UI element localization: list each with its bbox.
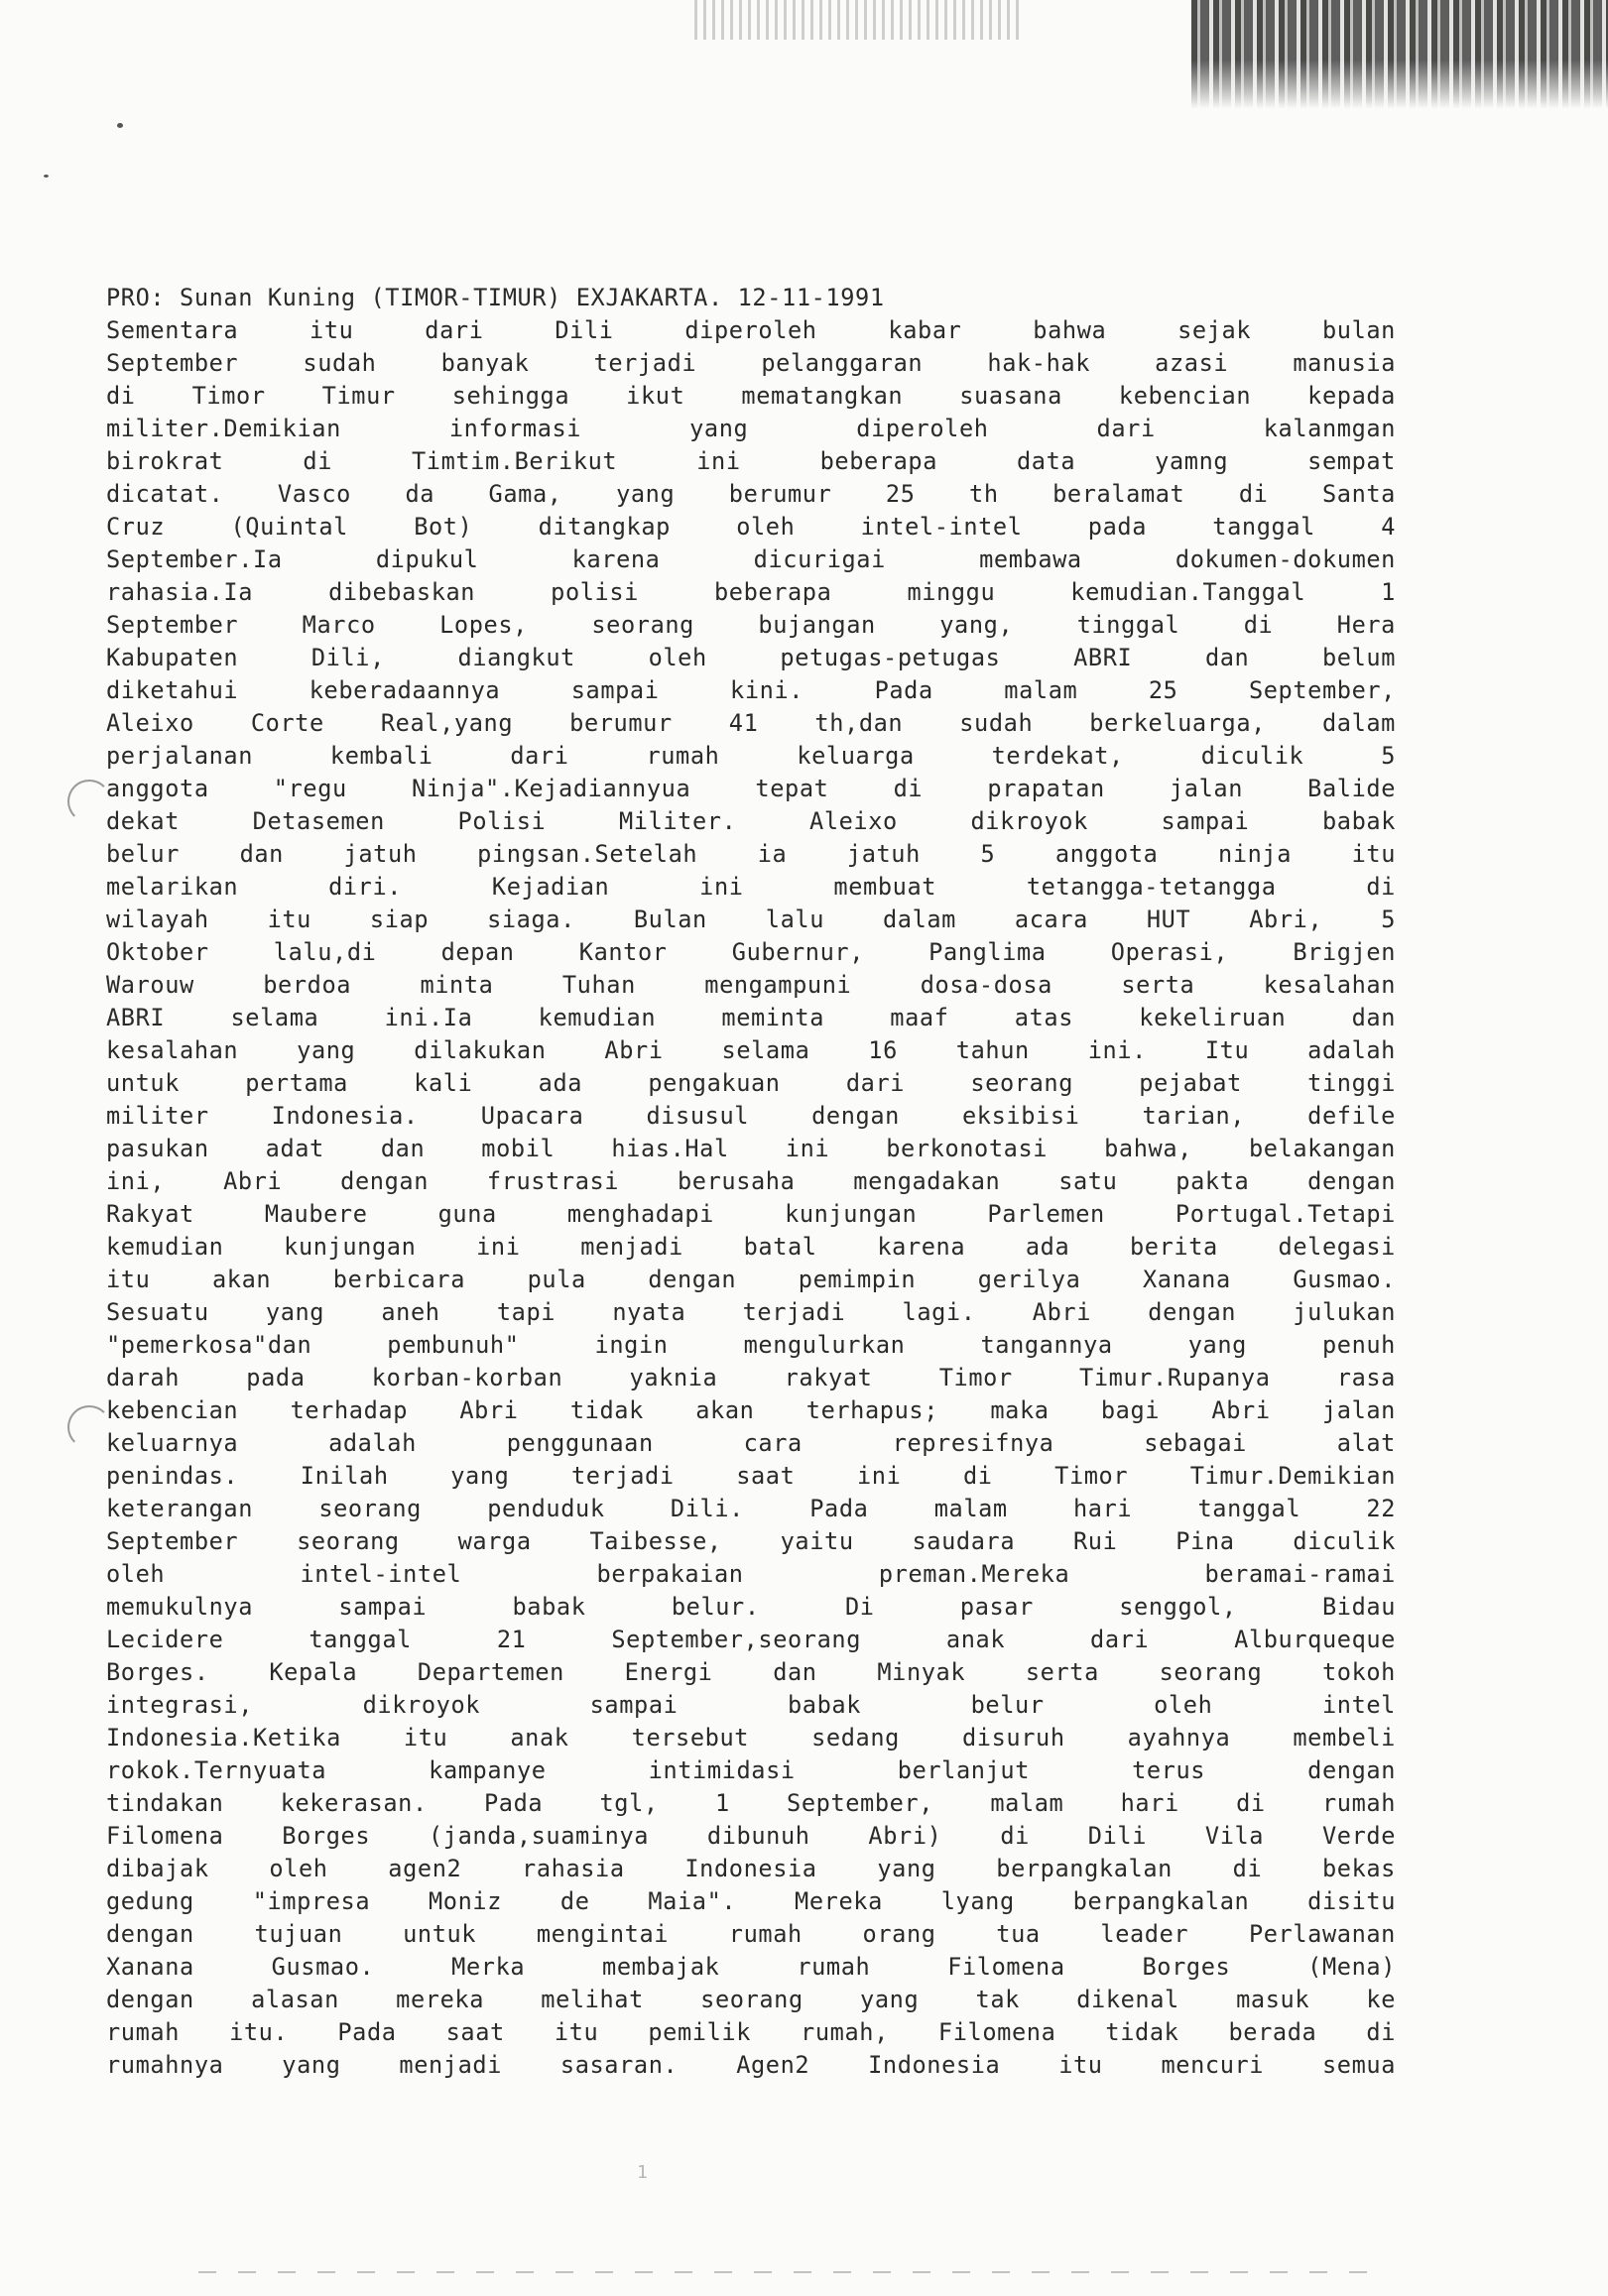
page-number: 1	[637, 2162, 648, 2183]
text-line: perjalanan kembali dari rumah keluarga terdekat, diculik 5	[106, 742, 1396, 770]
header-line: PRO: Sunan Kuning (TIMOR-TIMUR) EXJAKARTA. 12-11-1991	[106, 284, 885, 311]
text-line: birokrat di Timtim.Berikut ini beberapa data yamng sempat	[106, 447, 1396, 475]
scan-noise-top-right	[1191, 0, 1608, 109]
text-line: kebencian terhadap Abri tidak akan terhapus; maka bagi Abri jalan	[106, 1396, 1396, 1424]
text-line: Aleixo Corte Real,yang berumur 41 th,dan sudah berkeluarga, dalam	[106, 709, 1396, 737]
text-line: melarikan diri. Kejadian ini membuat tetangga-tetangga di	[106, 873, 1396, 901]
text-line: dengan alasan mereka melihat seorang yang tak dikenal masuk ke	[106, 1986, 1396, 2013]
text-line: ABRI selama ini.Ia kemudian meminta maaf atas kekeliruan dan	[106, 1004, 1396, 1031]
text-line: militer Indonesia. Upacara disusul dengan eksibisi tarian, defile	[106, 1102, 1396, 1130]
text-line: itu akan berbicara pula dengan pemimpin gerilya Xanana Gusmao.	[106, 1266, 1396, 1293]
text-line: "pemerkosa"dan pembunuh" ingin mengulurkan tangannya yang penuh	[106, 1331, 1396, 1359]
text-line: dekat Detasemen Polisi Militer. Aleixo dikroyok sampai babak	[106, 807, 1396, 835]
text-line: dicatat. Vasco da Gama, yang berumur 25 th beralamat di Santa	[106, 480, 1396, 508]
text-line: Filomena Borges (janda,suaminya dibunuh Abri) di Dili Vila Verde	[106, 1822, 1396, 1850]
text-line: Sementara itu dari Dili diperoleh kabar bahwa sejak bulan	[106, 316, 1396, 344]
text-line: rokok.Ternyuata kampanye intimidasi berlanjut terus dengan	[106, 1756, 1396, 1784]
text-line: anggota "regu Ninja".Kejadiannyua tepat di prapatan jalan Balide	[106, 775, 1396, 802]
text-line: Warouw berdoa minta Tuhan mengampuni dosa-dosa serta kesalahan	[106, 971, 1396, 999]
text-line: di Timor Timur sehingga ikut mematangkan suasana kebencian kepada	[106, 382, 1396, 410]
text-line: penindas. Inilah yang terjadi saat ini di Timor Timur.Demikian	[106, 1462, 1396, 1490]
text-line: dibajak oleh agen2 rahasia Indonesia yang berpangkalan di bekas	[106, 1855, 1396, 1882]
text-line: militer.Demikian informasi yang diperoleh dari kalanmgan	[106, 415, 1396, 442]
text-line: Borges. Kepala Departemen Energi dan Minyak serta seorang tokoh	[106, 1658, 1396, 1686]
text-line: kesalahan yang dilakukan Abri selama 16 tahun ini. Itu adalah	[106, 1036, 1396, 1064]
text-line: rumah itu. Pada saat itu pemilik rumah, Filomena tidak berada di	[106, 2018, 1396, 2046]
text-line: keluarnya adalah penggunaan cara represifnya sebagai alat	[106, 1429, 1396, 1457]
text-line: Indonesia.Ketika itu anak tersebut sedang disuruh ayahnya membeli	[106, 1724, 1396, 1752]
text-line: Kabupaten Dili, diangkut oleh petugas-petugas ABRI dan belum	[106, 644, 1396, 671]
text-line: gedung "impresa Moniz de Maia". Mereka lyang berpangkalan disitu	[106, 1887, 1396, 1915]
text-line: Rakyat Maubere guna menghadapi kunjungan Parlemen Portugal.Tetapi	[106, 1200, 1396, 1228]
text-line: Xanana Gusmao. Merka membajak rumah Filomena Borges (Mena)	[106, 1953, 1396, 1981]
text-line: rahasia.Ia dibebaskan polisi beberapa minggu kemudian.Tanggal 1	[106, 578, 1396, 606]
text-line: pasukan adat dan mobil hias.Hal ini berkonotasi bahwa, belakangan	[106, 1135, 1396, 1162]
speck-mark	[117, 123, 123, 128]
punch-hole-mark	[67, 780, 111, 823]
text-line: September.Ia dipukul karena dicurigai membawa dokumen-dokumen	[106, 545, 1396, 573]
text-line: memukulnya sampai babak belur. Di pasar senggol, Bidau	[106, 1593, 1396, 1621]
bottom-border-dashes	[198, 2271, 1389, 2273]
text-line: Lecidere tanggal 21 September,seorang anak dari Alburqueque	[106, 1626, 1396, 1653]
text-line: rumahnya yang menjadi sasaran. Agen2 Indonesia itu mencuri semua	[106, 2051, 1396, 2079]
text-line: wilayah itu siap siaga. Bulan lalu dalam acara HUT Abri, 5	[106, 906, 1396, 933]
text-line: keterangan seorang penduduk Dili. Pada malam hari tanggal 22	[106, 1495, 1396, 1522]
scan-noise-top	[694, 0, 1022, 40]
text-line: oleh intel-intel berpakaian preman.Mereka beramai-ramai	[106, 1560, 1396, 1588]
text-line: untuk pertama kali ada pengakuan dari seorang pejabat tinggi	[106, 1069, 1396, 1097]
text-line: ini, Abri dengan frustrasi berusaha mengadakan satu pakta dengan	[106, 1167, 1396, 1195]
text-line: integrasi, dikroyok sampai babak belur oleh intel	[106, 1691, 1396, 1719]
text-line: dengan tujuan untuk mengintai rumah orang tua leader Perlawanan	[106, 1920, 1396, 1948]
text-line: darah pada korban-korban yaknia rakyat Timor Timur.Rupanya rasa	[106, 1364, 1396, 1391]
text-line: Oktober lalu,di depan Kantor Gubernur, Panglima Operasi, Brigjen	[106, 938, 1396, 966]
text-line: tindakan kekerasan. Pada tgl, 1 September, malam hari di rumah	[106, 1789, 1396, 1817]
text-line: Cruz (Quintal Bot) ditangkap oleh intel-intel pada tanggal 4	[106, 513, 1396, 541]
punch-hole-mark	[67, 1405, 111, 1449]
text-line: September sudah banyak terjadi pelanggaran hak-hak azasi manusia	[106, 349, 1396, 377]
text-line: belur dan jatuh pingsan.Setelah ia jatuh 5 anggota ninja itu	[106, 840, 1396, 868]
text-line: kemudian kunjungan ini menjadi batal karena ada berita delegasi	[106, 1233, 1396, 1261]
text-line: September Marco Lopes, seorang bujangan yang, tinggal di Hera	[106, 611, 1396, 639]
speck-mark	[44, 175, 49, 178]
text-line: diketahui keberadaannya sampai kini. Pada malam 25 September,	[106, 676, 1396, 704]
text-line: September seorang warga Taibesse, yaitu saudara Rui Pina diculik	[106, 1527, 1396, 1555]
text-line: Sesuatu yang aneh tapi nyata terjadi lagi. Abri dengan julukan	[106, 1298, 1396, 1326]
document-body	[106, 282, 1396, 2082]
